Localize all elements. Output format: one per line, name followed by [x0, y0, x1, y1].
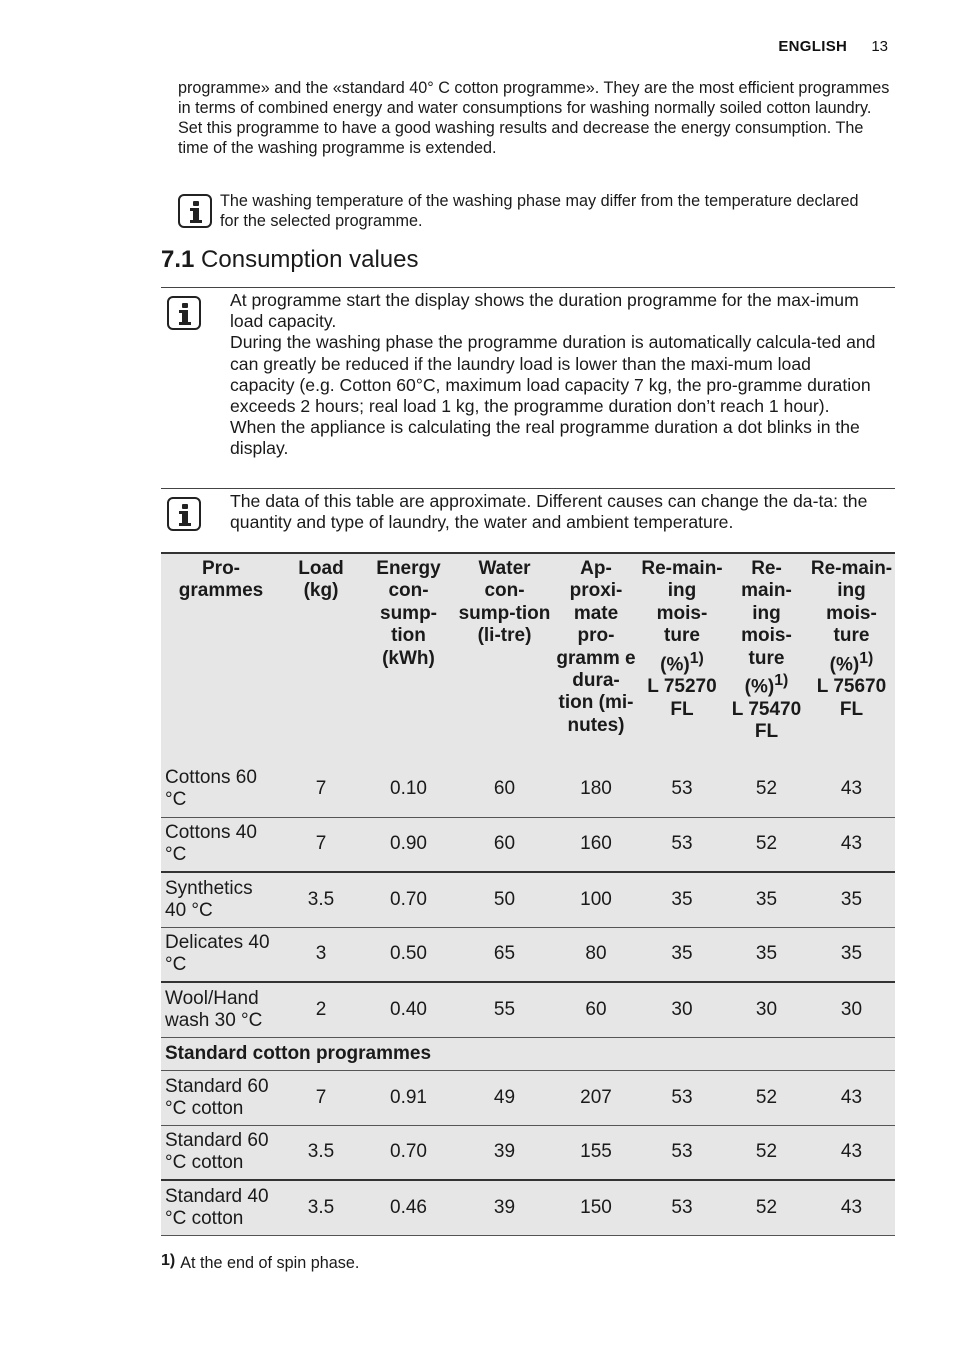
footnote-mark: 1): [161, 1252, 176, 1269]
consumption-table: [161, 552, 895, 1236]
header-moisture-l75270: Re-main-ing mois-ture (%)$^{1)}$ L 75270 FL: [639, 553, 725, 762]
table-footnote: [161, 1252, 359, 1273]
intro-paragraph-1: programme» and the «standard 40° C cotton programme». They are the most efficient programmes in terms of combined energy and water consumptions for washing normally soiled cotton laundry.: [178, 79, 890, 117]
table-row: Standard 40 °C cotton 3.5 0.46 39 150 53 52 43: [161, 1180, 895, 1235]
header-water: Water con-sump-tion (li-tre): [456, 553, 553, 762]
duration-note-paragraph-1: At programme start the display shows the duration programme for the max-imum load capacity.: [230, 290, 859, 332]
duration-note-paragraph-2: During the washing phase the programme duration is automatically calcula-ted and can greatly be reduced if the laundry load is lower than the maxi-mum load capacity (e.g. Cotton 60°C, maximum load capacity 7 kg, the pro-gramme duration exceeds 2 hours; real load 1 kg, the programme duration don’t reach 1 hour).: [230, 332, 876, 417]
table-row: Cottons 60 °C 7 0.10 60 180 53 52 43: [161, 762, 895, 817]
header-energy: Energy con-sump-tion (kWh): [361, 553, 456, 762]
section-heading: [161, 246, 419, 274]
header-moisture-l75470: Re-main-ing mois-ture (%)$^{1)}$ L 75470 FL: [725, 553, 808, 762]
approx-note: [161, 488, 895, 549]
temperature-note-text: The washing temperature of the washing phase may differ from the temperature declared for the selected programme.: [220, 192, 859, 230]
table-row: Standard 60 °C cotton 3.5 0.70 39 155 53 52 43: [161, 1125, 895, 1180]
header-moisture-l75670: Re-main-ing mois-ture (%)$^{1)}$ L 75670 FL: [808, 553, 895, 762]
table-row: Wool/Hand wash 30 °C 2 0.40 55 60 30 30 30: [161, 982, 895, 1037]
page-number: 13: [871, 38, 888, 55]
info-icon: [178, 194, 212, 228]
intro-text: [178, 78, 898, 158]
section-number: 7.1: [161, 246, 195, 273]
header-load: Load (kg): [281, 553, 361, 762]
table-section-row: [161, 1037, 895, 1070]
header-duration: Ap-proxi-mate pro-gramm e dura-tion (mi-nutes): [553, 553, 639, 762]
duration-note-paragraph-3: When the appliance is calculating the real programme duration a dot blinks in the display.: [230, 417, 860, 459]
language-label: ENGLISH: [778, 38, 848, 55]
standard-cotton-section-label: Standard cotton programmes: [161, 1037, 895, 1070]
approx-note-text: The data of this table are approximate. Different causes can change the da-ta: the quantity and type of laundry, the water and ambient temperature.: [230, 491, 868, 533]
info-icon: [167, 296, 201, 330]
table-row: Delicates 40 °C 3 0.50 65 80 35 35 35: [161, 927, 895, 982]
page-header: [778, 38, 888, 55]
table-row: Synthetics 40 °C 3.5 0.70 50 100 35 35 35: [161, 872, 895, 927]
section-title: Consumption values: [201, 246, 419, 273]
table-header-row: [161, 553, 895, 762]
duration-note: [161, 287, 895, 486]
duration-note-text: [230, 290, 880, 486]
intro-paragraph-2: Set this programme to have a good washing results and decrease the energy consumption. The time of the washing programme is extended.: [178, 119, 864, 157]
header-programmes: Pro-grammes: [161, 553, 281, 762]
table-row: Cottons 40 °C 7 0.90 60 160 53 52 43: [161, 817, 895, 872]
info-icon: [167, 497, 201, 531]
table-row: Standard 60 °C cotton 7 0.91 49 207 53 52 43: [161, 1070, 895, 1125]
footnote-text: At the end of spin phase.: [180, 1254, 360, 1272]
temperature-note: [178, 191, 894, 231]
